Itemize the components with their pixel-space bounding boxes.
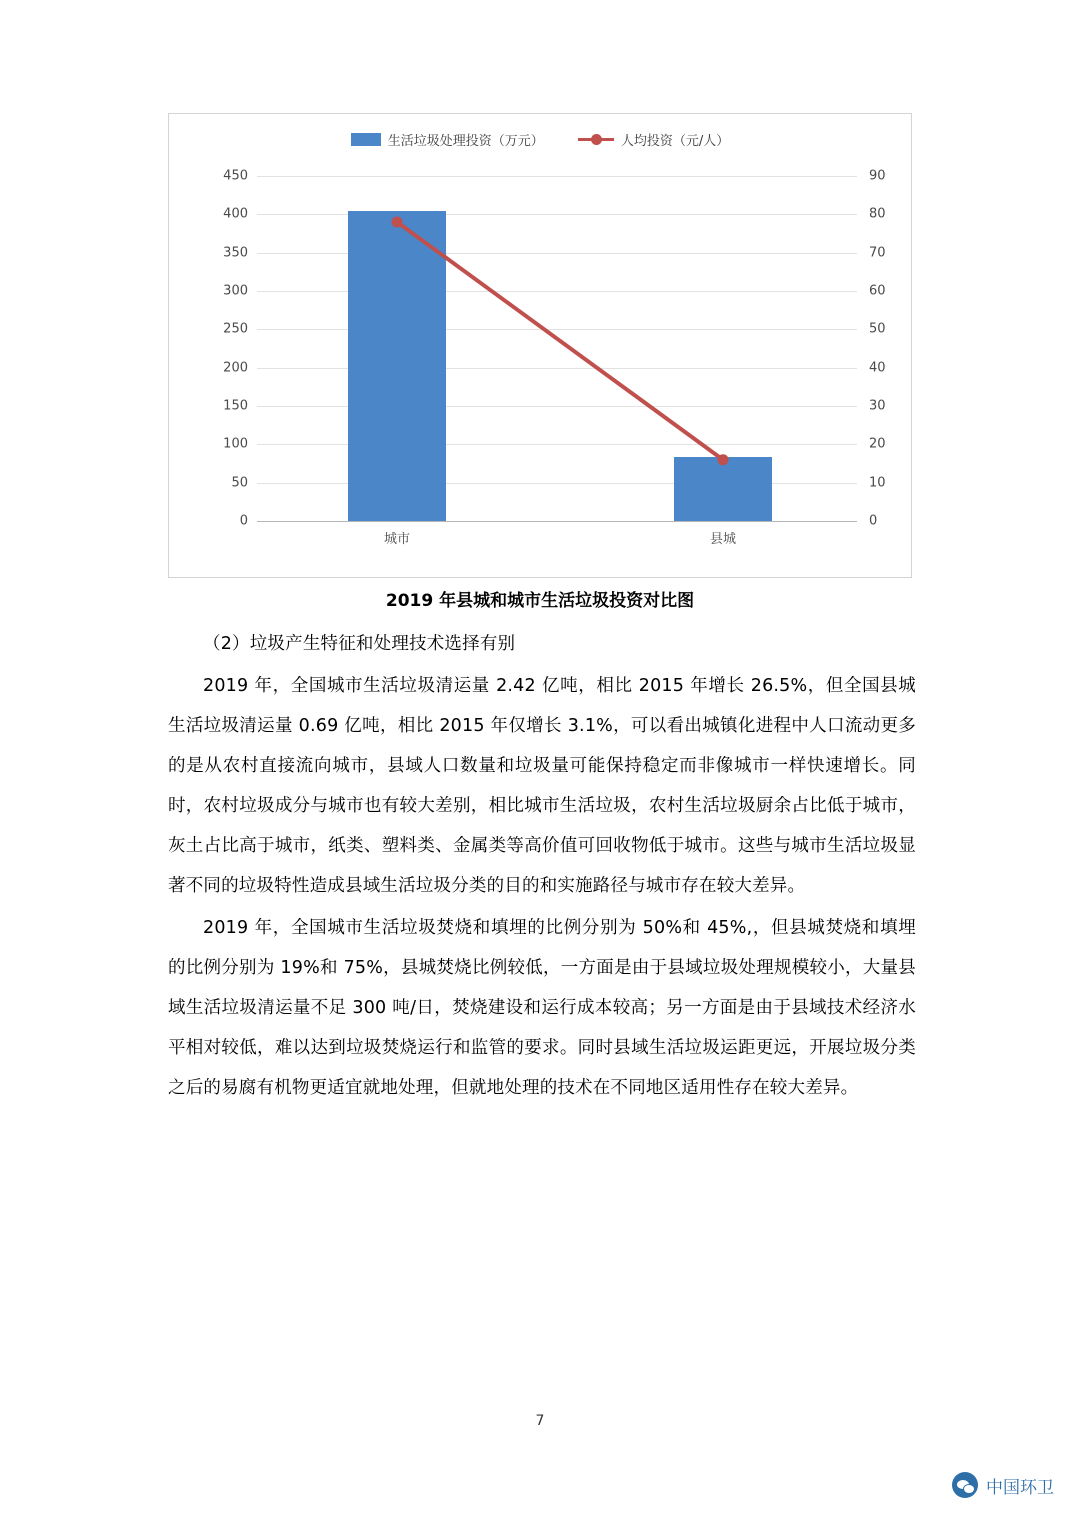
y-axis-tick-right: 20 — [869, 436, 886, 452]
y-axis-tick-left: 400 — [223, 206, 248, 222]
legend-label-bar: 生活垃圾处理投资（万元） — [387, 134, 544, 149]
legend-item-bar — [351, 130, 544, 149]
wechat-icon — [952, 1472, 978, 1498]
y-axis-tick-right: 70 — [869, 245, 886, 261]
y-axis-tick-right: 60 — [869, 283, 886, 299]
chart-plot-area — [223, 168, 886, 547]
chart-container — [168, 113, 912, 578]
x-axis-label-city: 城市 — [383, 532, 411, 547]
y-axis-tick-right: 0 — [869, 513, 878, 529]
legend-item-line — [578, 130, 729, 149]
paragraph-2: 2019 年，全国城市生活垃圾焚烧和填埋的比例分别为 50%和 45%,，但县城焚烧和填埋的比例分别为 19%和 75%，县城焚烧比例较低，一方面是由于县域垃圾处理规模较小，大量县域生活垃圾清运量不足 300 吨/日，焚烧建设和运行成本较高；另一方面是由于县域技术经济水平相对较低，难以达到垃圾焚烧运行和监管的要求。同时县域生活垃圾运距更远，开展垃圾分类之后的易腐有机物更适宜就地处理，但就地处理的技术在不同地区适用性存在较大差异。 — [168, 918, 916, 1098]
page-number: 7 — [535, 1413, 545, 1429]
y-axis-tick-right: 40 — [869, 360, 886, 376]
y-axis-tick-right: 80 — [869, 206, 886, 222]
y-axis-tick-right: 90 — [869, 168, 886, 184]
y-axis-tick-left: 450 — [223, 168, 248, 184]
x-axis-label-county: 县城 — [709, 532, 737, 547]
y-axis-tick-right: 10 — [869, 475, 886, 491]
section-heading: （2）垃圾产生特征和处理技术选择有别 — [203, 634, 516, 654]
y-axis-tick-right: 50 — [869, 321, 886, 337]
y-axis-tick-left: 50 — [231, 475, 248, 491]
legend-bar-swatch-icon — [351, 133, 381, 146]
legend-line-swatch-icon — [578, 133, 614, 146]
y-axis-tick-left: 350 — [223, 245, 248, 261]
legend-label-line: 人均投资（元/人） — [620, 134, 730, 149]
y-axis-tick-left: 150 — [223, 398, 248, 414]
y-axis-tick-left: 0 — [239, 513, 248, 529]
chart-legend — [169, 130, 911, 149]
footer-brand-label: 中国环卫 — [986, 1477, 1054, 1498]
y-axis-tick-right: 30 — [869, 398, 886, 414]
y-axis-tick-left: 300 — [223, 283, 248, 299]
paragraph-1: 2019 年，全国城市生活垃圾清运量 2.42 亿吨，相比 2015 年增长 26.5%，但全国县城生活垃圾清运量 0.69 亿吨，相比 2015 年仅增长 3.1%，可以看出城镇化进程中人口流动更多的是从农村直接流向城市，县域人口数量和垃圾量可能保持稳定而非像城市一样快速增长。同时，农村垃圾成分与城市也有较大差别，相比城市生活垃圾，农村生活垃圾厨余占比低于城市，灰土占比高于城市，纸类、塑料类、金属类等高价值可回收物低于城市。这些与城市生活垃圾显著不同的垃圾特性造成县域生活垃圾分类的目的和实施路径与城市存在较大差异。 — [168, 676, 916, 896]
y-axis-tick-left: 200 — [223, 360, 248, 376]
document-body — [168, 624, 916, 1110]
x-axis-line — [257, 521, 857, 522]
y-axis-tick-left: 100 — [223, 436, 248, 452]
footer-brand — [952, 1472, 1054, 1498]
y-axis-tick-left: 250 — [223, 321, 248, 337]
chart-caption: 2019 年县城和城市生活垃圾投资对比图 — [385, 591, 695, 611]
line-series — [257, 176, 857, 521]
